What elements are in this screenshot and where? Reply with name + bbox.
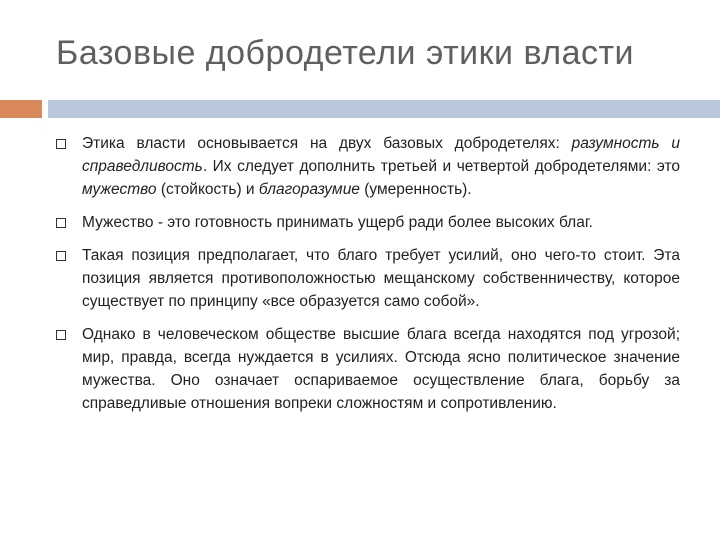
text-run: (умеренность). — [359, 181, 472, 198]
text-run: . Их следует дополнить третьей и четвертой добродетелями: это — [202, 158, 680, 175]
bullet-text — [82, 326, 680, 412]
text-run-italic: разумность и справедливость — [82, 135, 680, 175]
bullet-text — [82, 214, 593, 231]
square-bullet-icon — [56, 330, 66, 340]
bullet-item — [56, 132, 680, 201]
bullet-list — [56, 132, 680, 425]
text-run-italic: благоразумие — [258, 181, 360, 198]
text-run: Такая позиция предполагает, что благо требует усилий, оно чего-то стоит. Эта позиция является противоположностью мещанскому собственничеству, которое существует по принципу «все образуется само собой». — [82, 247, 680, 310]
header-bar — [48, 100, 720, 118]
text-run: (стойкость) и — [156, 181, 259, 198]
bullet-item — [56, 211, 680, 234]
bullet-text — [82, 135, 680, 198]
text-run: Однако в человеческом обществе высшие блага всегда находятся под угрозой; мир, правда, всегда нуждается в усилиях. Отсюда ясно политическое значение мужества. Оно означает оспариваемое осуществление блага, борьбу за справедливые отношения вопреки сложностям и сопротивлению. — [82, 326, 680, 412]
text-run-italic: мужество — [82, 181, 157, 198]
square-bullet-icon — [56, 139, 66, 149]
slide-title: Базовые добродетели этики власти — [56, 34, 635, 72]
bullet-item — [56, 244, 680, 313]
accent-bar — [0, 100, 42, 118]
bullet-text — [82, 247, 680, 310]
text-run: Мужество - это готовность принимать ущерб ради более высоких благ. — [82, 214, 593, 231]
text-run: Этика власти основывается на двух базовых добродетелях: — [82, 135, 572, 152]
bullet-item — [56, 323, 680, 415]
square-bullet-icon — [56, 218, 66, 228]
square-bullet-icon — [56, 251, 66, 261]
